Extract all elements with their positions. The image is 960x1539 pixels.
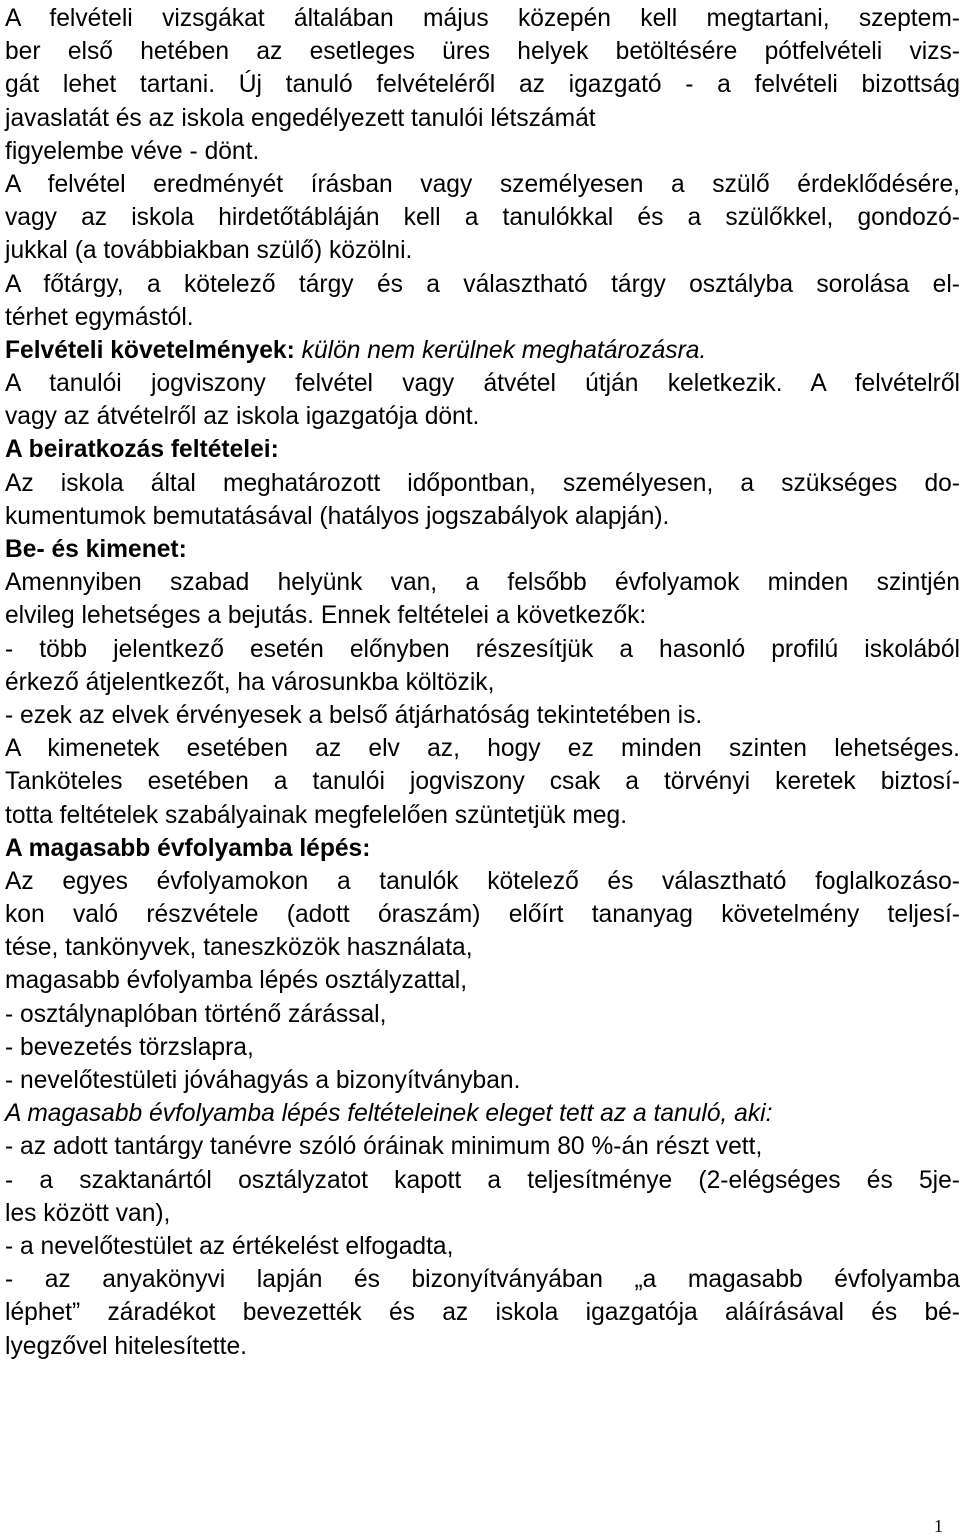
text-line: Az iskola által meghatározott időpontban, személyesen, a szükséges do- <box>5 469 960 497</box>
text-line: totta feltételek szabályainak megfelelően szüntetjük meg. <box>5 801 628 829</box>
text-line: léphet” záradékot bevezették és az iskola igazgatója aláírásával és bé- <box>5 1299 960 1327</box>
requirements-line <box>5 334 960 367</box>
text-line: A felvétel eredményét írásban vagy személyesen a szülő érdeklődésére, <box>5 170 960 198</box>
text-line: vagy az átvételről az iskola igazgatója dönt. <box>5 403 480 431</box>
text-line: - a nevelőtestület az értékelést elfogadta, <box>5 1232 454 1260</box>
text-line: A felvételi vizsgákat általában május közepén kell megtartani, szeptem- <box>5 5 960 32</box>
text-line: kon való részvétele (adott óraszám) előírt tananyag követelmény teljesí- <box>5 901 960 929</box>
text-line: - ezek az elvek érvényesek a belső átjárhatóság tekintetében is. <box>5 701 703 729</box>
text-line: vagy az iskola hirdetőtábláján kell a tanulókkal és a szülőkkel, gondozó- <box>5 204 960 232</box>
text-line: Amennyiben szabad helyünk van, a felsőbb évfolyamok minden szintjén <box>5 569 960 597</box>
italic-text: külön nem kerülnek meghatározásra. <box>294 336 707 364</box>
page-number: 1 <box>934 1516 943 1536</box>
text-line: ber első hetében az esetleges üres helyek betöltésére pótfelvételi vizs- <box>5 38 960 66</box>
text-line: A tanulói jogviszony felvétel vagy átvétel útján keletkezik. A felvételről <box>5 370 960 398</box>
text-line: térhet egymástól. <box>5 303 194 331</box>
text-line: figyelembe véve - dönt. <box>5 137 260 165</box>
text-line: érkező átjelentkezőt, ha városunkba költözik, <box>5 668 495 696</box>
text-line: - több jelentkező esetén előnyben részesítjük a hasonló profilú iskolából <box>5 635 960 663</box>
text-line: - az adott tantárgy tanévre szóló óráinak minimum 80 %-án részt vett, <box>5 1133 763 1161</box>
text-line: gát lehet tartani. Új tanuló felvételéről az igazgató - a felvételi bizottság <box>5 71 960 99</box>
text-line: - a szaktanártól osztályzatot kapott a teljesítménye (2-elégséges és 5je- <box>5 1166 960 1194</box>
text-line: les között van), <box>5 1199 171 1227</box>
text-line: - bevezetés törzslapra, <box>5 1033 254 1061</box>
text-line: - osztálynaplóban történő zárással, <box>5 1000 387 1028</box>
text-line: elvileg lehetséges a bejutás. Ennek feltételei a következők: <box>5 602 647 630</box>
section-heading: A magasabb évfolyamba lépés: <box>5 834 371 862</box>
text-line: A kimenetek esetében az elv az, hogy ez minden szinten lehetséges. <box>5 735 960 763</box>
italic-text: A magasabb évfolyamba lépés feltételeinek eleget tett az a tanuló, aki: <box>5 1100 773 1128</box>
text-line: A főtárgy, a kötelező tárgy és a választható tárgy osztályba sorolása el- <box>5 270 960 298</box>
text-line: Tanköteles esetében a tanulói jogviszony csak a törvényi keretek biztosí- <box>5 768 960 796</box>
text-line: javaslatát és az iskola engedélyezett tanulói létszámát <box>5 104 596 132</box>
text-line: lyegzővel hitelesítette. <box>5 1332 247 1360</box>
text-line: magasabb évfolyamba lépés osztályzattal, <box>5 967 468 995</box>
text-line: Az egyes évfolyamokon a tanulók kötelező és választható foglalkozáso- <box>5 867 960 895</box>
text-line: kumentumok bemutatásával (hatályos jogszabályok alapján). <box>5 502 670 530</box>
text-line: tése, tankönyvek, taneszközök használata, <box>5 934 473 962</box>
document-body <box>5 2 960 1363</box>
text-line: - nevelőtestületi jóváhagyás a bizonyítványban. <box>5 1067 521 1094</box>
text-line: - az anyakönyvi lapján és bizonyítványában „a magasabb évfolyamba <box>5 1266 960 1294</box>
section-heading: Be- és kimenet: <box>5 536 187 563</box>
text-line: jukkal (a továbbiakban szülő) közölni. <box>5 237 413 265</box>
section-heading: Felvételi követelmények: <box>5 336 295 364</box>
section-heading: A beiratkozás feltételei: <box>5 436 279 464</box>
